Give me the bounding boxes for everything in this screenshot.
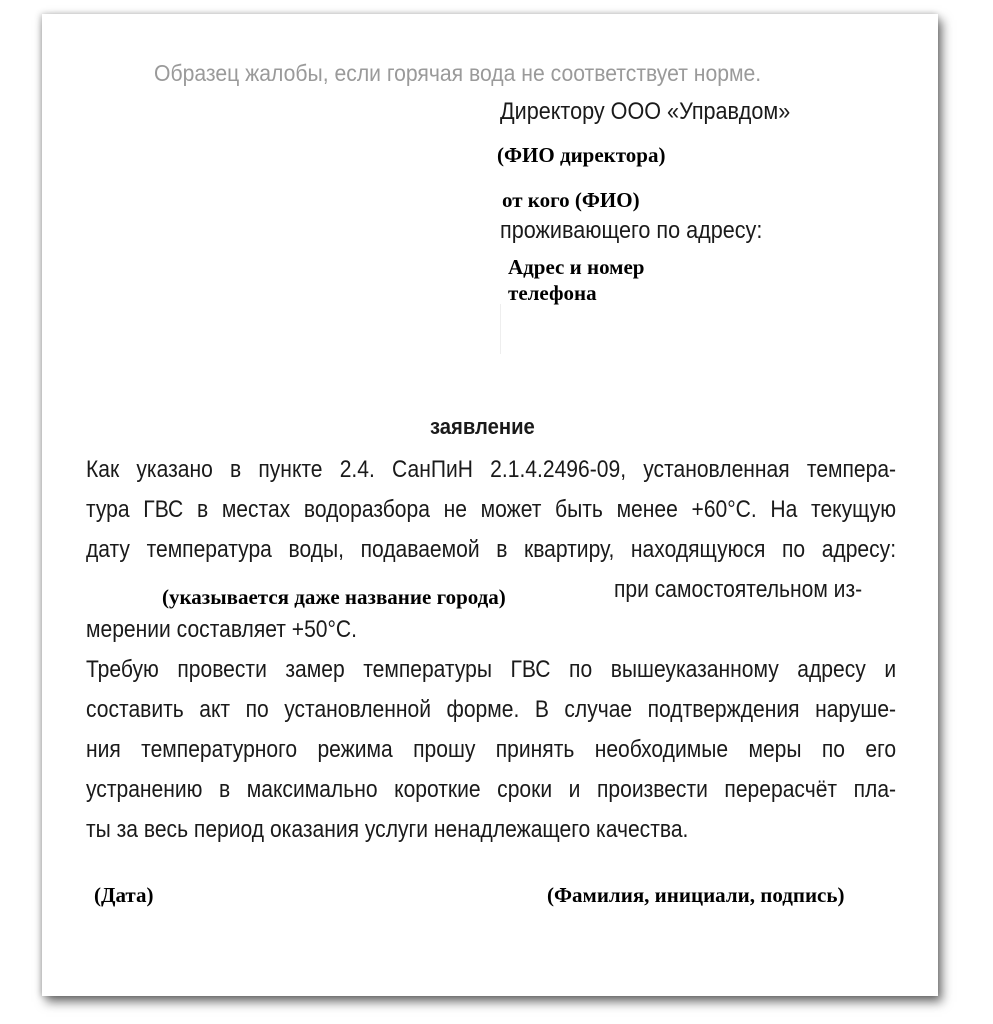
body-line: составить акт по установленной форме. В случае подтверждения наруше- (86, 696, 897, 723)
document-body (86, 450, 896, 850)
body-line: ния температурного режима прошу принять необходимые меры по его (86, 736, 897, 763)
date-hint: (Дата) (94, 883, 154, 907)
address-phone-hint: Адрес и номер телефона (508, 255, 645, 305)
body-line: мерении составляет +50°С. (86, 616, 358, 643)
body-line: Требую провести замер температуры ГВС по вышеуказанному адресу и (86, 656, 897, 683)
director-name-hint: (ФИО директора) (497, 143, 666, 167)
body-line: дату температура воды, подаваемой в квартиру, находящуюся по адресу: (86, 536, 897, 563)
divider (500, 304, 501, 354)
body-line: ты за весь период оказания услуги ненадлежащего качества. (86, 816, 689, 843)
signature-hint: (Фамилия, инициали, подпись) (547, 883, 845, 907)
body-line-rest: при самостоятельном из- (614, 576, 863, 603)
residing-at-label: проживающего по адресу: (500, 217, 763, 244)
city-hint: (указывается даже название города) (162, 585, 506, 609)
body-line: устранению в максимально короткие сроки и произвести перерасчёт пла- (86, 776, 897, 803)
sample-title: Образец жалобы, если горячая вода не соответствует норме. (154, 60, 762, 86)
document-page (42, 14, 938, 996)
body-line: тура ГВС в местах водоразбора не может быть менее +60°С. На текущую (86, 496, 897, 523)
addressee: Директору ООО «Управдом» (500, 98, 791, 125)
from-whom-hint: от кого (ФИО) (502, 188, 640, 212)
city-line (86, 570, 896, 610)
body-line: Как указано в пункте 2.4. СанПиН 2.1.4.2496-09, установленная темпера- (86, 456, 897, 483)
document-heading: заявление (430, 414, 535, 439)
